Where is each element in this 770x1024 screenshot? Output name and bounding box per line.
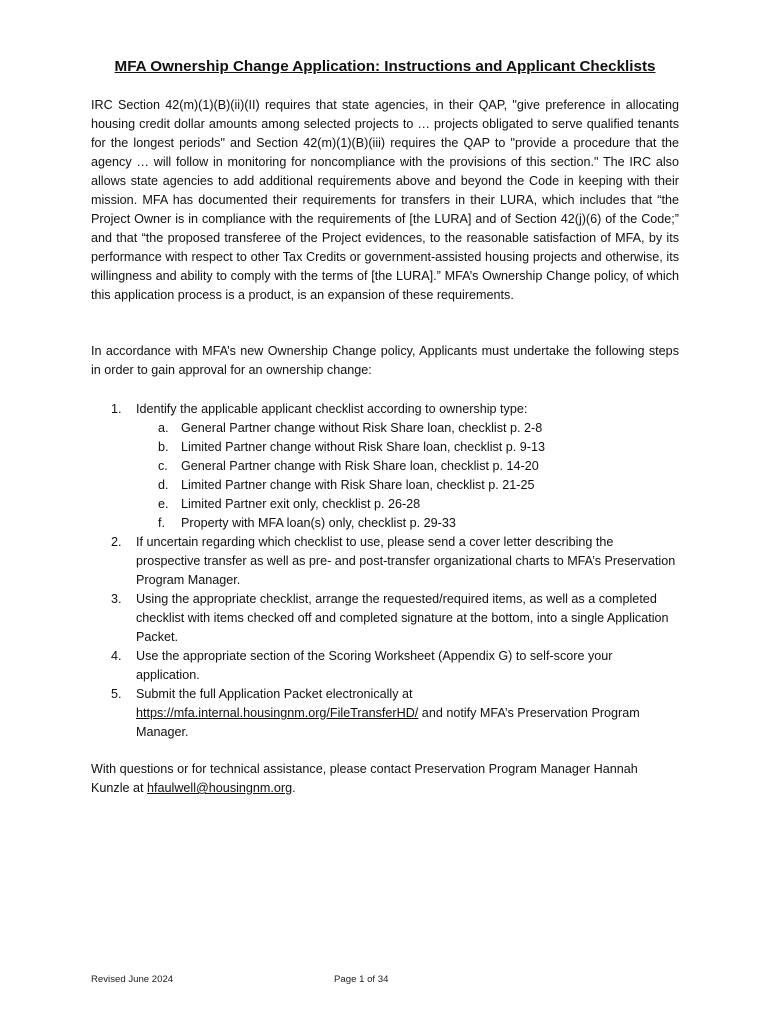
steps-list [91, 400, 679, 742]
checklist-option [91, 476, 679, 495]
sub-item-text: General Partner change without Risk Share loan, checklist p. 2-8 [181, 421, 543, 435]
step-number: 1. [111, 402, 122, 416]
step-item [91, 647, 679, 685]
sub-item-letter: d. [158, 478, 169, 492]
sub-item-text: Limited Partner exit only, checklist p. 26-28 [181, 497, 421, 511]
intro-paragraph: IRC Section 42(m)(1)(B)(ii)(II) requires that state agencies, in their QAP, "give preference in allocating housing credit dollar amounts among selected projects to … projects obligated to serve qualified tenants for the longest periods" and Section 42(m)(1)(B)(iii) requires the QAP to "provide a procedure that the agency … will follow in monitoring for noncompliance with the provisions of this section." The IRC also allows state agencies to add additional requirements above and beyond the Code in keeping with their mission. MFA has documented their requirements for transfers in their LURA, which includes that “the Project Owner is in compliance with the requirements of [the LURA] and of Section 42(j)(6) of the Code;” and that “the proposed transferee of the Project evidences, to the reasonable satisfaction of MFA, by its performance with respect to other Tax Credits or government-assisted housing projects and otherwise, its willingness and ability to comply with the terms of [the LURA].” MFA’s Ownership Change policy, of which this application process is a product, is an expansion of these requirements. [91, 98, 679, 302]
step-text: Submit the full Application Packet electronically at [136, 687, 413, 701]
sub-item-letter: c. [158, 459, 168, 473]
sub-item-letter: f. [158, 516, 165, 530]
step-number: 2. [111, 535, 122, 549]
policy-paragraph: In accordance with MFA’s new Ownership Change policy, Applicants must undertake the following steps in order to gain approval for an ownership change: [91, 344, 679, 377]
file-transfer-link[interactable]: https://mfa.internal.housingnm.org/FileTransferHD/ [136, 706, 419, 720]
contact-paragraph [91, 760, 679, 798]
step-number: 5. [111, 687, 122, 701]
step-text: Use the appropriate section of the Scoring Worksheet (Appendix G) to self-score your application. [136, 649, 613, 682]
step-number: 4. [111, 649, 122, 663]
sub-item-letter: e. [158, 497, 169, 511]
step-text: If uncertain regarding which checklist to use, please send a cover letter describing the prospective transfer as well as pre- and post-transfer organizational charts to MFA’s Preservation Program Manager. [136, 535, 676, 587]
checklist-option [91, 457, 679, 476]
sub-item-text: General Partner change with Risk Share loan, checklist p. 14-20 [181, 459, 539, 473]
checklist-option [91, 514, 679, 533]
step-text: and notify MFA’s Preservation Program Manager. [136, 706, 640, 739]
document-title: MFA Ownership Change Application: Instructions and Applicant Checklists [114, 58, 656, 75]
sub-item-text: Limited Partner change without Risk Share loan, checklist p. 9-13 [181, 440, 546, 454]
sub-item-letter: a. [158, 421, 169, 435]
checklist-option [91, 438, 679, 457]
step-number: 3. [111, 592, 122, 606]
contact-text: With questions or for technical assistance, please contact Preservation Program Manager Hannah Kunzle at [91, 762, 638, 795]
step-text: Identify the applicable applicant checklist according to ownership type: [136, 402, 528, 416]
checklist-option [91, 495, 679, 514]
email-link[interactable]: hfaulwell@housingnm.org [147, 781, 293, 795]
step-item [91, 590, 679, 647]
sub-item-text: Property with MFA loan(s) only, checklist p. 29-33 [181, 516, 456, 530]
sub-item-text: Limited Partner change with Risk Share loan, checklist p. 21-25 [181, 478, 535, 492]
step-item [91, 400, 679, 419]
sub-item-letter: b. [158, 440, 169, 454]
step-item [91, 533, 679, 590]
footer-revised: Revised June 2024 [91, 974, 174, 985]
footer-page-number: Page 1 of 34 [334, 974, 389, 985]
contact-text-end: . [292, 781, 296, 795]
step-text: Using the appropriate checklist, arrange the requested/required items, as well as a completed checklist with items checked off and completed signature at the bottom, into a single Application Packet. [136, 592, 669, 644]
step-item [91, 685, 679, 742]
checklist-option [91, 419, 679, 438]
